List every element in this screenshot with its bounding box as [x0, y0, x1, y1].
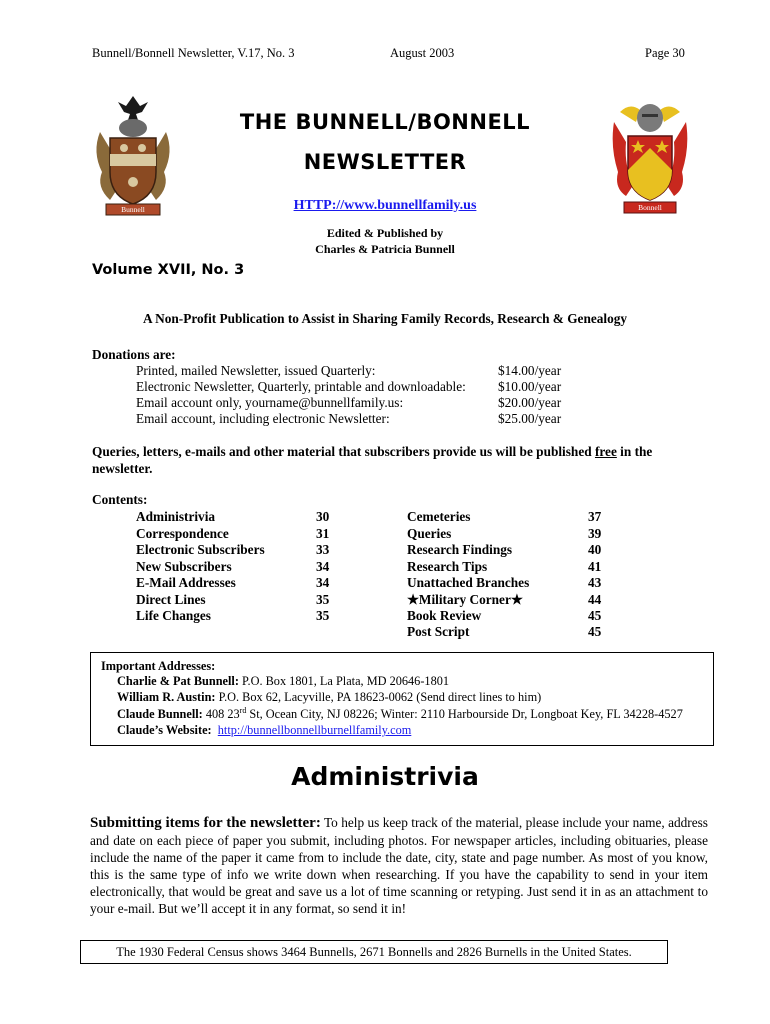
toc-title: Research Tips	[407, 559, 488, 574]
address-line	[117, 706, 683, 722]
toc-entry[interactable]	[136, 509, 330, 525]
paragraph-body: To help us keep track of the material, please include your name, address and date on each piece of paper you submit, including photos. For newspaper articles, including obituaries, please include the name of the paper it came from to include the date, city, state and page number. As most of you know, this is the same type of info we write down when researching. If you have the capability to send in your item electronically, that would be great and save us a lot of time scanning or retyping. Just send it in as an attachment to your e-mail. But we’ll accept it in any format, so send it in!	[90, 815, 708, 916]
submitting-items-paragraph	[90, 814, 708, 917]
toc-entry[interactable]	[407, 509, 602, 525]
toc-page: 30	[316, 509, 330, 524]
toc-title: ★Military Corner★	[407, 592, 523, 607]
section-title-administrivia: Administrivia	[291, 762, 479, 791]
toc-title: Book Review	[407, 608, 482, 623]
bonnell-crest-label: Bonnell	[638, 203, 662, 212]
toc-page: 33	[316, 542, 330, 557]
newsletter-title-line-2: NEWSLETTER	[303, 150, 467, 174]
edited-by-line: Edited & Published by	[326, 226, 444, 240]
website-link[interactable]: HTTP://www.bunnellfamily.us	[293, 198, 477, 213]
toc-title: Correspondence	[136, 526, 229, 541]
newsletter-title-line-1: THE BUNNELL/BONNELL	[239, 110, 531, 134]
header-date: August 2003	[390, 46, 455, 60]
addresses-label: Important Addresses:	[101, 659, 216, 673]
queries-notice	[92, 443, 692, 477]
donation-amount: $10.00/year	[498, 379, 562, 394]
toc-title: Queries	[407, 526, 452, 541]
toc-page: 35	[316, 608, 330, 623]
donation-amount: $14.00/year	[498, 363, 562, 378]
toc-page: 41	[588, 559, 602, 574]
address-name: Claude Bunnell:	[117, 707, 203, 722]
toc-entry[interactable]	[136, 608, 330, 624]
toc-page: 43	[588, 575, 602, 590]
bunnell-crest-label: Bunnell	[121, 205, 145, 214]
toc-entry[interactable]	[407, 592, 602, 608]
toc-page: 45	[588, 624, 602, 639]
toc-title: Administrivia	[136, 509, 216, 524]
claudes-website-link[interactable]: http://bunnellbonnellburnellfamily.com	[217, 723, 412, 737]
donation-amount: $25.00/year	[498, 411, 562, 426]
address-line	[117, 723, 411, 738]
toc-entry[interactable]	[407, 575, 602, 591]
toc-page: 35	[316, 592, 330, 607]
toc-page: 45	[588, 608, 602, 623]
volume-number: Volume XVII, No. 3	[92, 262, 245, 278]
queries-free-word: free	[594, 444, 617, 459]
toc-entry[interactable]	[407, 559, 602, 575]
donation-row	[136, 395, 576, 411]
donation-item: Email account, including electronic Newsletter:	[136, 411, 390, 426]
toc-title: Life Changes	[136, 608, 211, 623]
donation-item: Electronic Newsletter, Quarterly, printable and downloadable:	[136, 379, 466, 394]
toc-page: 40	[588, 542, 602, 557]
address-superscript: rd	[239, 706, 247, 715]
toc-page: 34	[316, 575, 330, 590]
toc-title: New Subscribers	[136, 559, 232, 574]
address-text: St, Ocean City, NJ 08226; Winter: 2110 Harbourside Dr, Longboat Key, FL 34228-4527	[246, 707, 683, 722]
toc-title: Unattached Branches	[407, 575, 530, 590]
header-page-number: Page 30	[645, 46, 685, 60]
queries-text-after: in the newsletter.	[92, 444, 653, 476]
toc-page: 34	[316, 559, 330, 574]
donations-label: Donations are:	[92, 347, 176, 362]
address-name: Charlie & Pat Bunnell:	[117, 674, 239, 688]
toc-title: Electronic Subscribers	[136, 542, 265, 557]
toc-title: Post Script	[407, 624, 470, 639]
toc-entry[interactable]	[407, 526, 602, 542]
toc-entry[interactable]	[407, 624, 602, 640]
address-text: P.O. Box 62, Lacyville, PA 18623-0062 (Send direct lines to him)	[215, 690, 542, 704]
publication-purpose: A Non-Profit Publication to Assist in Sharing Family Records, Research & Genealogy	[142, 311, 628, 326]
toc-entry[interactable]	[136, 575, 330, 591]
toc-entry[interactable]	[407, 608, 602, 624]
toc-entry[interactable]	[136, 592, 330, 608]
address-line	[117, 690, 541, 705]
toc-page: 39	[588, 526, 602, 541]
toc-title: Research Findings	[407, 542, 513, 557]
address-text: P.O. Box 1801, La Plata, MD 20646-1801	[238, 674, 450, 688]
address-line	[117, 674, 449, 689]
toc-entry[interactable]	[407, 542, 602, 558]
toc-entry[interactable]	[136, 559, 330, 575]
paragraph-lead: Submitting items for the newsletter:	[90, 815, 321, 831]
contents-label: Contents:	[92, 492, 148, 507]
toc-entry[interactable]	[136, 526, 330, 542]
address-name: William R. Austin:	[117, 690, 216, 704]
queries-text-before: Queries, letters, e-mails and other material that subscribers provide us will be published	[92, 444, 595, 459]
address-text: 408 23	[202, 707, 240, 722]
publishers-names: Charles & Patricia Bunnell	[315, 242, 455, 256]
census-fact-box: The 1930 Federal Census shows 3464 Bunnells, 2671 Bonnells and 2826 Burnells in the United States.	[80, 940, 668, 964]
donation-row	[136, 411, 576, 427]
donation-amount: $20.00/year	[498, 395, 562, 410]
toc-title: Direct Lines	[136, 592, 206, 607]
toc-title: E-Mail Addresses	[136, 575, 236, 590]
toc-page: 37	[588, 509, 602, 524]
address-name: Claude’s Website:	[117, 723, 212, 737]
header-newsletter-name: Bunnell/Bonnell Newsletter, V.17, No. 3	[92, 46, 295, 60]
donation-row	[136, 363, 576, 379]
toc-title: Cemeteries	[407, 509, 471, 524]
toc-entry[interactable]	[136, 542, 330, 558]
donation-row	[136, 379, 576, 395]
donation-item: Printed, mailed Newsletter, issued Quarterly:	[136, 363, 376, 378]
toc-page: 44	[588, 592, 602, 607]
donation-item: Email account only, yourname@bunnellfamily.us:	[136, 395, 404, 410]
important-addresses-box	[90, 652, 714, 746]
toc-page: 31	[316, 526, 330, 541]
